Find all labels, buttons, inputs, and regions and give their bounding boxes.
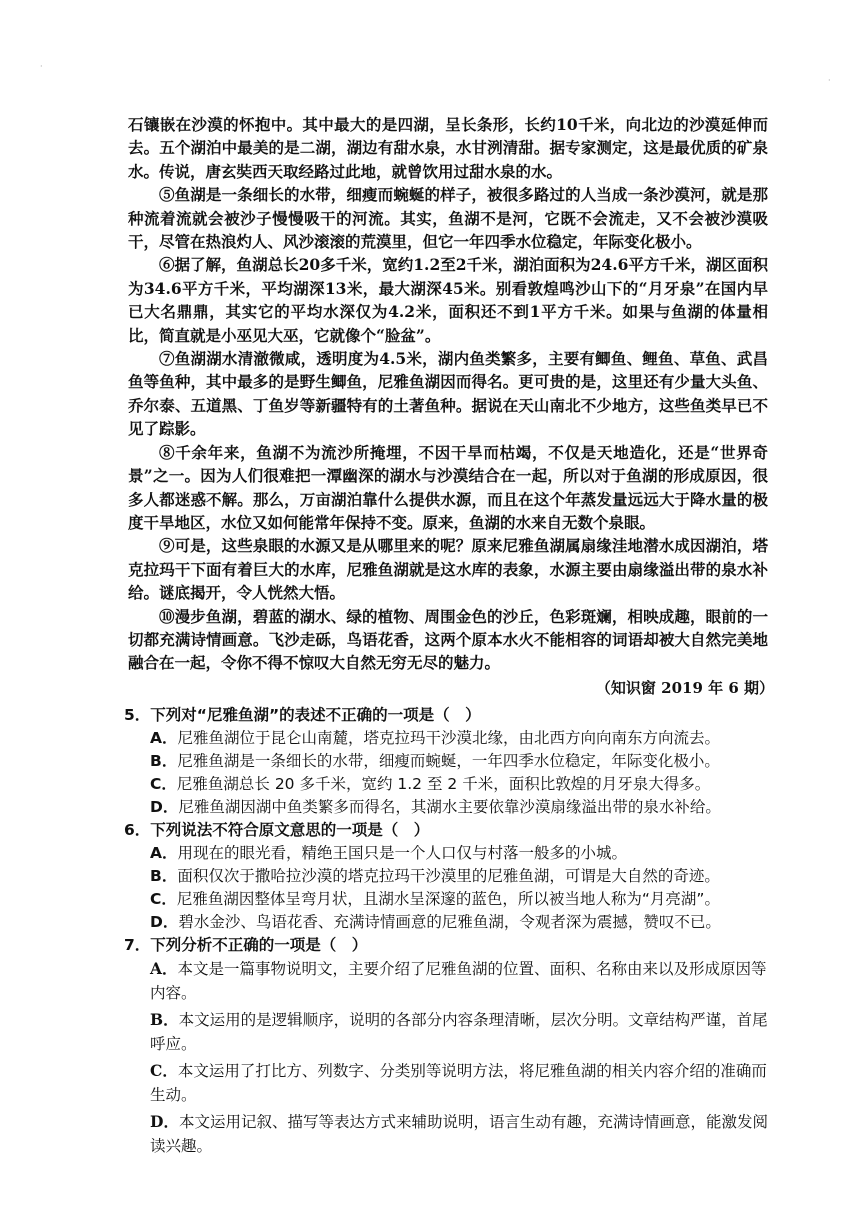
- option-text: 尼雅鱼湖因湖中鱼类繁多而得名，其湖水主要依靠沙漠扇缘溢出带的泉水补给。: [178, 797, 721, 816]
- option-d[interactable]: [150, 911, 768, 934]
- option-letter: A．: [150, 728, 178, 747]
- option-c[interactable]: [150, 888, 768, 911]
- option-b[interactable]: [150, 750, 768, 773]
- source-citation: （知识窗 2019 年 6 期）: [595, 678, 774, 697]
- option-letter: D．: [150, 1111, 179, 1131]
- option-c[interactable]: [150, 1059, 768, 1107]
- passage-paragraph: 石镶嵌在沙漠的怀抱中。其中最大的是四湖，呈长条形，长约10千米，向北边的沙漠延伸而去。五个湖泊中最美的是二湖，湖边有甜水泉，水甘洌清甜。据专家测定，这是最优质的矿泉水。传说，唐玄奘西天取经路过此地，就曾饮用过甜水泉的水。: [128, 115, 768, 181]
- option-letter: D．: [150, 912, 179, 931]
- option-text: 尼雅鱼湖是一条细长的水带，细瘦而蜿蜒，一年四季水位稳定，年际变化极小。: [177, 751, 720, 770]
- scan-speck: ·: [828, 76, 831, 85]
- passage-paragraph: ⑨可是，这些泉眼的水源又是从哪里来的呢？原来尼雅鱼湖属扇缘洼地潜水成因湖泊，塔克拉玛干下面有着巨大的水库，尼雅鱼湖就是这水库的表象，水源主要由扇缘溢出带的泉水补给。谜底揭开，令人恍然大悟。: [128, 536, 768, 603]
- option-a[interactable]: [150, 957, 768, 1005]
- option-letter: B．: [150, 1009, 179, 1029]
- option-text: 用现在的眼光看，精绝王国只是一个人口仅与村落一般多的小城。: [177, 843, 628, 862]
- option-d[interactable]: [150, 796, 768, 819]
- option-text: 本文是一篇事物说明文，主要介绍了尼雅鱼湖的位置、面积、名称由来以及形成原因等内容。: [150, 959, 767, 1002]
- option-text: 面积仅次于撒哈拉沙漠的塔克拉玛干沙漠里的尼雅鱼湖，可谓是大自然的奇迹。: [177, 866, 720, 885]
- option-b[interactable]: [150, 1008, 768, 1056]
- option-letter: B．: [150, 866, 178, 885]
- option-letter: C．: [150, 1060, 178, 1080]
- option-b[interactable]: [150, 865, 768, 888]
- option-text: 尼雅鱼湖位于昆仑山南麓，塔克拉玛干沙漠北缘，由北西方向向南东方向流去。: [177, 728, 721, 747]
- passage-paragraph: ⑧千余年来，鱼湖不为流沙所掩埋，不因干旱而枯竭，不仅是天地造化，还是“世界奇景”之一。因为人们很难把一潭幽深的湖水与沙漠结合在一起，所以对于鱼湖的形成原因，很多人都迷惑不解。那么，万亩湖泊靠什么提供水源，而且在这个年蒸发量远远大于降水量的极度干旱地区，水位又如何能常年保持不变。原来，鱼湖的水来自无数个泉眼。: [128, 442, 768, 532]
- option-text: 本文运用的是逻辑顺序，说明的各部分内容条理清晰，层次分明。文章结构严谨，首尾呼应。: [150, 1010, 768, 1053]
- option-letter: C．: [150, 774, 177, 793]
- option-text: 本文运用记叙、描写等表达方式来辅助说明，语言生动有趣，充满诗情画意，能激发阅读兴趣。: [150, 1112, 768, 1155]
- option-text: 尼雅鱼湖总长 20 多千米，宽约 1.2 至 2 千米，面积比敦煌的月牙泉大得多。: [176, 774, 711, 793]
- option-a[interactable]: [150, 727, 768, 750]
- option-letter: C．: [150, 889, 177, 908]
- question-stem: 5．下列对“尼雅鱼湖”的表述不正确的一项是（ ）: [124, 705, 481, 724]
- option-letter: D．: [150, 797, 179, 816]
- option-a[interactable]: [150, 842, 768, 865]
- passage-paragraph: ⑩漫步鱼湖，碧蓝的湖水、绿的植物、周围金色的沙丘，色彩斑斓，相映成趣，眼前的一切都充满诗情画意。飞沙走砾，鸟语花香，这两个原本水火不能相容的词语却被大自然完美地融合在一起，令你不得不惊叹大自然无穷无尽的魅力。: [128, 606, 768, 673]
- option-letter: B．: [150, 751, 178, 770]
- question-5: [124, 704, 768, 819]
- passage-paragraph: ⑥据了解，鱼湖总长20多千米，宽约1.2至2千米，湖泊面积为24.6平方千米，湖区面积为34.6平方千米，平均湖深13米，最大湖深45米。别看敦煌鸣沙山下的“月牙泉”在国内早已大名鼎鼎，其实它的平均水深仅为4.2米，面积还不到1平方千米。如果与鱼湖的体量相比，简直就是小巫见大巫，它就像个“脸盆”。: [128, 255, 768, 345]
- question-7: [124, 934, 768, 1158]
- option-letter: A．: [150, 843, 178, 862]
- option-letter: A．: [150, 958, 178, 978]
- option-text: 碧水金沙、鸟语花香、充满诗情画意的尼雅鱼湖，令观者深为震撼，赞叹不已。: [178, 912, 721, 931]
- option-d[interactable]: [150, 1110, 768, 1158]
- option-c[interactable]: [150, 773, 768, 796]
- question-6: [124, 819, 768, 934]
- question-list: [124, 704, 768, 1158]
- option-text: 本文运用了打比方、列数字、分类别等说明方法，将尼雅鱼湖的相关内容介绍的准确而生动。: [150, 1061, 767, 1104]
- option-text: 尼雅鱼湖因整体呈弯月状，且湖水呈深邃的蓝色，所以被当地人称为“月亮湖”。: [176, 889, 720, 908]
- scan-speck: ·: [40, 62, 43, 71]
- passage-paragraph: ⑤鱼湖是一条细长的水带，细瘦而蜿蜒的样子，被很多路过的人当成一条沙漠河，就是那种流着流就会被沙子慢慢吸干的河流。其实，鱼湖不是河，它既不会流走，又不会被沙漠吸干，尽管在热浪灼人、风沙滚滚的荒漠里，但它一年四季水位稳定，年际变化极小。: [128, 185, 768, 252]
- question-stem: 6．下列说法不符合原文意思的一项是（ ）: [124, 820, 430, 839]
- reading-passage: [128, 113, 774, 700]
- passage-paragraph: ⑦鱼湖湖水清澈微咸，透明度为4.5米，湖内鱼类繁多，主要有鲫鱼、鲤鱼、草鱼、武昌鱼等鱼种，其中最多的是野生鲫鱼，尼雅鱼湖因而得名。更可贵的是，这里还有少量大头鱼、乔尔泰、五道黑、丁鱼岁等新疆特有的土著鱼种。据说在天山南北不少地方，这些鱼类早已不见了踪影。: [128, 349, 768, 439]
- question-stem: 7．下列分析不正确的一项是（ ）: [124, 935, 368, 954]
